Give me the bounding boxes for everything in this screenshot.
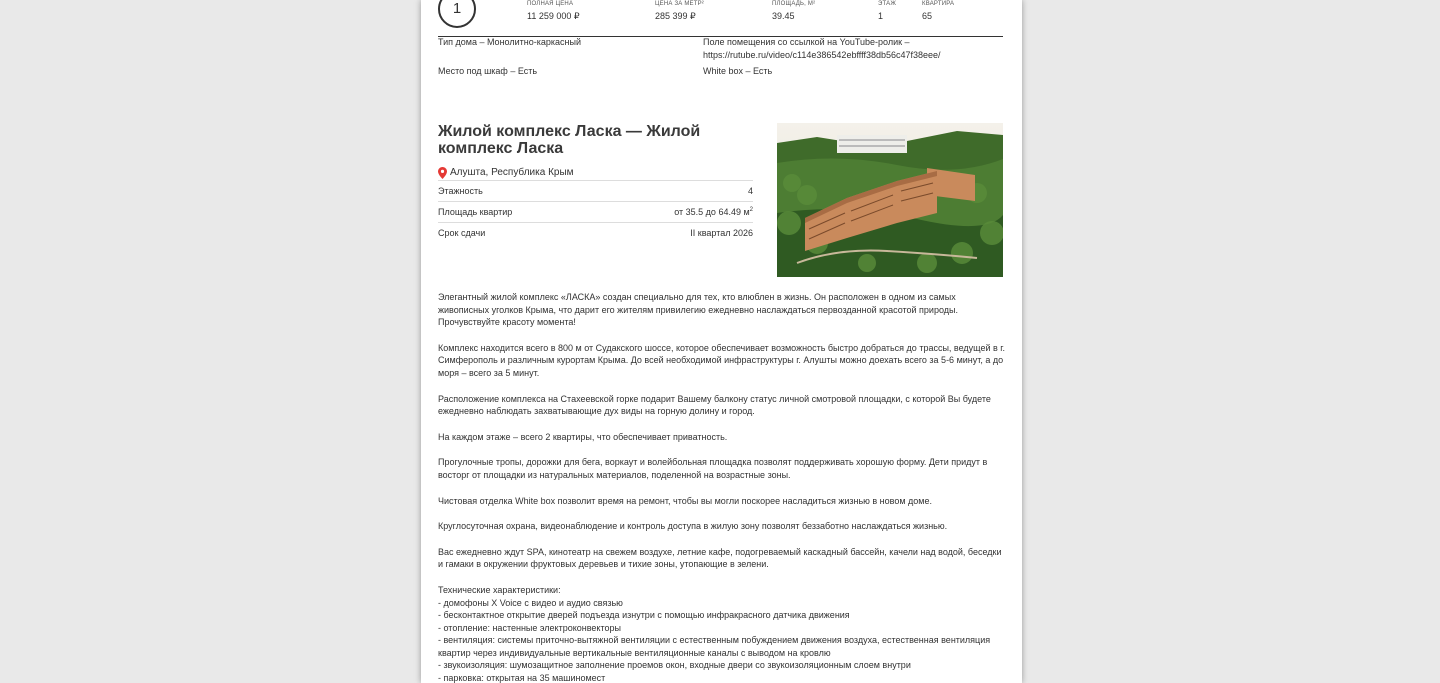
spec-label: Площадь квартир [438,207,513,217]
stat-label: ПЛОЩАДЬ, М² [772,1,816,7]
spec-row-area [438,201,753,222]
tech-spec-item: - звукоизоляция: шумозащитное заполнение проемов окон, входные двери со звукоизоляционным слоем внутри [438,660,911,671]
stat-label: ПОЛНАЯ ЦЕНА [527,1,574,7]
stat-label: ЭТАЖ [878,1,897,7]
whitebox-property: White box – Есть [703,66,773,76]
tech-spec-item: - вентиляция: системы приточно-вытяжной вентиляции с естественным побуждением движения воздуха, естественная вентиляция квартир через индивидуальные вертикальные вентиляционные каналы с выводом на кровлю [438,635,991,658]
complex-location [438,166,574,180]
spec-value-sup: 2 [749,207,753,213]
stat-area [772,0,815,22]
complex-photo-illustration [777,123,1003,277]
complex-description [438,291,1008,683]
tech-spec-item: - бесконтактное открытие дверей подъезда изнутри с помощью инфракрасного датчика движения [438,610,850,621]
description-paragraph: Вас ежедневно ждут SPA, кинотеатр на свежем воздухе, летние кафе, подогреваемый каскадный бассейн, качели над водой, беседки и гамаки в окружении фруктовых деревьев и тихие зоны, утопающие в зелени. [438,546,1002,570]
video-link-url[interactable]: https://rutube.ru/video/c114e386542ebffff38db56c47f38eee/ [703,50,941,60]
tech-spec-item: - отопление: настенные электроконвекторы [438,622,621,633]
tech-spec-item: - домофоны X Voice с видео и аудио связью [438,597,623,608]
stat-value: 1 [878,11,884,21]
description-paragraph: Круглосуточная охрана, видеонаблюдение и контроль доступа в жилую зону позволят беззаботно наслаждаться жизнью. [438,521,948,532]
rooms-count-circle: 1 [438,0,476,28]
location-text: Алушта, Республика Крым [450,167,574,178]
stat-value: 11 259 000 ₽ [527,11,580,21]
description-paragraph: Чистовая отделка White box позволит время на ремонт, чтобы вы могли поскорее насладиться жизнью в новом доме. [438,495,932,506]
spec-label: Срок сдачи [438,228,486,238]
spec-value-wrap [674,207,753,217]
spec-row-floors [438,180,753,201]
tech-specs-title: Технические характеристики: [438,584,561,595]
spec-value: от 35.5 до 64.49 м [674,207,750,217]
stat-floor [878,0,896,22]
document-page [421,0,1022,683]
house-type: Тип дома – Монолитно-каркасный [438,37,581,47]
stat-label: КВАРТИРА [922,1,955,7]
stat-price-per-meter [655,0,704,22]
description-paragraph: Прогулочные тропы, дорожки для бега, воркаут и волейбольная площадка позволят поддерживать хорошую форму. Дети придут в восторг от площадки из натуральных материалов, поделенной на возрастные зоны. [438,457,988,480]
stat-value: 285 399 ₽ [655,11,696,21]
spec-label: Этажность [438,186,483,196]
spec-value: II квартал 2026 [690,228,753,238]
complex-specs-table [438,180,753,243]
stat-value: 39.45 [772,11,795,21]
description-paragraph: Комплекс находится всего в 800 м от Судакского шоссе, которое обеспечивает возможность быстро добраться до трассы, ведущей в г. Симферополь и различным курортам Крыма. До всей необходимой инфраструктуры г. Алушты можно доехать всего за 5-6 минут, а до моря – всего за 5 минут. [438,342,1005,378]
tech-spec-item: - парковка: открытая на 35 машиномест [438,673,606,683]
wardrobe-property: Место под шкаф – Есть [438,66,538,76]
stat-full-price [527,0,580,22]
stat-value: 65 [922,11,933,21]
location-pin-icon [438,167,447,179]
complex-title: Жилой комплекс Ласка — Жилой комплекс Ласка [438,123,701,157]
description-paragraph: Расположение комплекса на Стахеевской горке подарит Вашему балкону статус личной смотровой площадки, с которой Вы будете ежедневно наблюдать захватывающие дух виды на горную долину и город. [438,393,991,417]
description-paragraph: Элегантный жилой комплекс «ЛАСКА» создан специально для тех, кто влюблен в жизнь. Он расположен в одном из самых живописных уголков Крыма, что дарит его жителям привилегию ежедневно наслаждаться первозданной красотой природы. Прочувствуйте красоту момента! [438,292,958,328]
spec-row-deadline [438,222,753,243]
stat-apartment [922,0,954,22]
description-paragraph: На каждом этаже – всего 2 квартиры, что обеспечивает приватность. [438,431,728,442]
stat-label: ЦЕНА ЗА МЕТР² [655,1,705,7]
spec-value: 4 [747,186,753,196]
video-link-label: Поле помещения со ссылкой на YouTube-ролик – [703,37,910,47]
complex-photo [777,123,1003,277]
